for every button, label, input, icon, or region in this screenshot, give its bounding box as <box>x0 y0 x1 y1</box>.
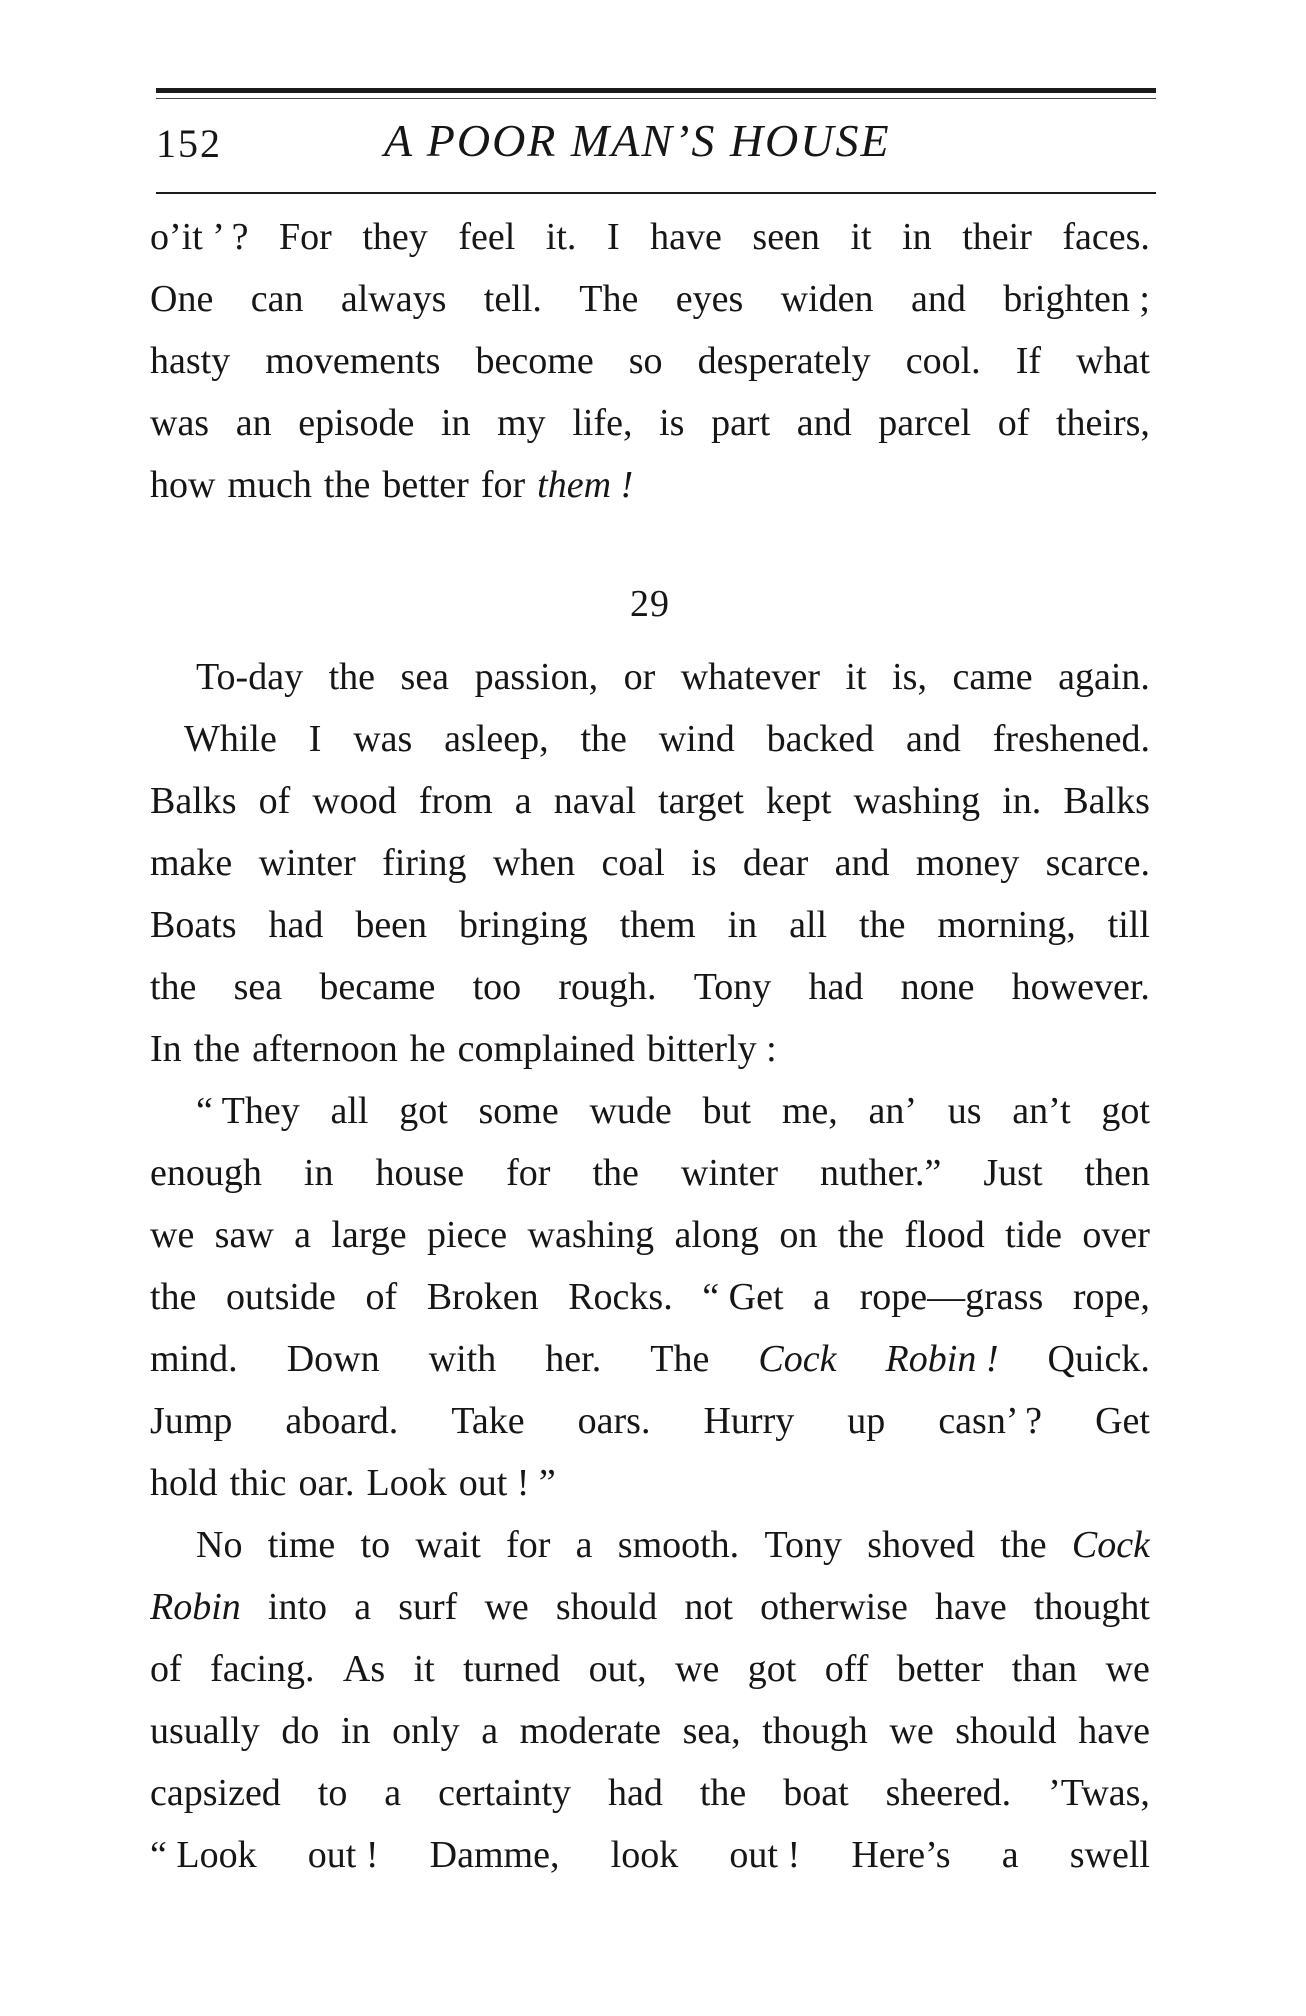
word: freshened. <box>992 718 1150 760</box>
top-rule <box>156 88 1156 93</box>
word: it <box>413 1648 435 1690</box>
page-number: 152 <box>156 121 222 166</box>
word: parcel <box>878 402 972 444</box>
word: flood <box>904 1214 985 1256</box>
word: ’Twas, <box>1048 1772 1150 1814</box>
text-line <box>150 1080 1150 1142</box>
word: and <box>796 402 852 444</box>
word: Take <box>451 1400 525 1442</box>
word: a <box>354 1586 372 1628</box>
word: bitterly : <box>646 1028 777 1070</box>
word: time <box>267 1524 336 1566</box>
word: look <box>610 1834 679 1876</box>
word: should <box>555 1586 658 1628</box>
word: cool. <box>905 340 981 382</box>
word: it. <box>545 216 577 258</box>
word: so <box>628 340 663 382</box>
word: certainty <box>438 1772 572 1814</box>
word: the <box>837 1214 885 1256</box>
word: Down <box>286 1338 380 1380</box>
word: have <box>1078 1710 1150 1752</box>
word: Just <box>983 1152 1043 1194</box>
word: their <box>962 216 1032 258</box>
word: of <box>997 402 1030 444</box>
word: till <box>1107 904 1150 946</box>
word: If <box>1015 340 1042 382</box>
word: nuther.” <box>820 1152 942 1194</box>
word: wood <box>312 780 397 822</box>
word: rope—grass <box>859 1276 1044 1318</box>
word: have <box>650 216 722 258</box>
word: got <box>399 1090 448 1132</box>
word: thought <box>1033 1586 1150 1628</box>
word: feel <box>458 216 516 258</box>
text-line <box>150 1018 1150 1080</box>
word: scarce. <box>1045 842 1150 884</box>
word: desperately <box>697 340 871 382</box>
text-line <box>150 956 1150 1018</box>
word: complained <box>457 1028 635 1070</box>
word: target <box>658 780 744 822</box>
word: got <box>747 1648 797 1690</box>
word: wude <box>589 1090 672 1132</box>
word: brighten ; <box>1003 278 1150 320</box>
word: coal <box>601 842 665 884</box>
word: hasty <box>150 340 231 382</box>
word: Robin <box>150 1586 241 1628</box>
word: of <box>365 1276 398 1318</box>
text-line <box>150 646 1150 708</box>
word: for <box>506 1524 551 1566</box>
word: I <box>606 216 620 258</box>
word: me, <box>781 1090 838 1132</box>
word: o’it ’ ? <box>150 216 249 258</box>
word: we <box>889 1710 934 1752</box>
word: and <box>834 842 890 884</box>
word: the <box>328 656 376 698</box>
word: though <box>762 1710 868 1752</box>
word: of <box>150 1648 182 1690</box>
word: for <box>506 1152 551 1194</box>
word: to <box>317 1772 348 1814</box>
word: we <box>484 1586 529 1628</box>
word: to <box>360 1524 391 1566</box>
word: an’ <box>868 1090 918 1132</box>
word: the <box>580 718 627 760</box>
word: usually <box>150 1710 260 1752</box>
word: in <box>303 1152 334 1194</box>
word: or <box>623 656 656 698</box>
text-line <box>150 1142 1150 1204</box>
word: however. <box>1011 966 1150 1008</box>
paragraph-3 <box>150 1080 1150 1514</box>
word: then <box>1084 1152 1150 1194</box>
word: out, <box>588 1648 647 1690</box>
word: sheered. <box>885 1772 1012 1814</box>
word: too <box>472 966 522 1008</box>
word: become <box>475 340 594 382</box>
word: all <box>789 904 828 946</box>
word: we <box>150 1214 195 1256</box>
paragraph-1 <box>150 206 1150 516</box>
word: Look <box>366 1462 447 1504</box>
word: widen <box>780 278 874 320</box>
word: In <box>150 1028 182 1070</box>
word: oars. <box>577 1400 651 1442</box>
word: should <box>955 1710 1057 1752</box>
word: Balks <box>150 780 237 822</box>
word: house <box>375 1152 465 1194</box>
text-line <box>150 1390 1150 1452</box>
word: over <box>1082 1214 1150 1256</box>
word: Tony <box>693 966 772 1008</box>
word: my <box>497 402 546 444</box>
word: better <box>382 464 469 506</box>
word: it <box>850 216 872 258</box>
word: piece <box>427 1214 508 1256</box>
word: a <box>384 1772 402 1814</box>
word: Jump <box>150 1400 233 1442</box>
word: the <box>1000 1524 1047 1566</box>
word: afternoon <box>252 1028 398 1070</box>
word: surf <box>398 1586 458 1628</box>
word: sea <box>233 966 283 1008</box>
text-line <box>150 268 1150 330</box>
word: For <box>279 216 332 258</box>
text-line <box>150 1452 1150 1514</box>
word: saw <box>214 1214 274 1256</box>
word: them ! <box>537 464 634 506</box>
word: had <box>808 966 864 1008</box>
word: mind. <box>150 1338 238 1380</box>
word: is <box>691 842 717 884</box>
word: and <box>906 718 961 760</box>
word: Damme, <box>429 1834 560 1876</box>
word: a <box>1001 1834 1019 1876</box>
word: I <box>308 718 322 760</box>
word: came <box>952 656 1033 698</box>
word: always <box>340 278 447 320</box>
word: Balks <box>1063 780 1150 822</box>
word: they <box>362 216 428 258</box>
word: got <box>1101 1090 1150 1132</box>
word: how <box>150 464 216 506</box>
word: faces. <box>1062 216 1150 258</box>
word: again. <box>1058 656 1150 698</box>
word: Cock <box>758 1338 837 1380</box>
word: theirs, <box>1055 402 1150 444</box>
word: eyes <box>675 278 744 320</box>
word: backed <box>766 718 875 760</box>
text-line <box>150 1700 1150 1762</box>
text-line <box>150 894 1150 956</box>
word: a <box>514 780 532 822</box>
word: money <box>915 842 1020 884</box>
word: winter <box>680 1152 778 1194</box>
word: “ Get <box>702 1276 784 1318</box>
word: than <box>1011 1648 1078 1690</box>
word: Tony <box>764 1524 843 1566</box>
word: all <box>330 1090 369 1132</box>
word: out ! ” <box>458 1462 556 1504</box>
word: boat <box>783 1772 849 1814</box>
word: and <box>910 278 966 320</box>
word: Rocks. <box>568 1276 673 1318</box>
word: morning, <box>937 904 1076 946</box>
word: Hurry <box>703 1400 795 1442</box>
word: from <box>418 780 493 822</box>
book-page <box>138 0 1156 2016</box>
word: “ Look <box>150 1834 257 1876</box>
word: moderate <box>519 1710 662 1752</box>
word: hold <box>150 1462 218 1504</box>
text-line <box>150 330 1150 392</box>
running-title: A POOR MAN’S HOUSE <box>384 115 891 166</box>
word: capsized <box>150 1772 281 1814</box>
word: the <box>699 1772 747 1814</box>
word: casn’ ? <box>938 1400 1043 1442</box>
text-line <box>150 1762 1150 1824</box>
paragraph-2 <box>150 646 1150 1080</box>
word: them <box>619 904 696 946</box>
word: on <box>779 1214 818 1256</box>
word: some <box>478 1090 559 1132</box>
word: the <box>323 464 371 506</box>
word: in. <box>1002 780 1042 822</box>
word: the <box>193 1028 241 1070</box>
word: for <box>480 464 526 506</box>
word: aboard. <box>285 1400 399 1442</box>
word: is <box>659 402 685 444</box>
word: One <box>150 278 214 320</box>
word: tide <box>1005 1214 1063 1256</box>
word: firing <box>382 842 467 884</box>
running-head <box>156 110 1156 186</box>
word: with <box>428 1338 497 1380</box>
word: been <box>355 904 428 946</box>
word: Robin ! <box>885 1338 999 1380</box>
word: an <box>235 402 272 444</box>
word: naval <box>553 780 637 822</box>
word: life, <box>572 402 633 444</box>
word: us <box>947 1090 982 1132</box>
word: The <box>579 278 639 320</box>
word: Here’s <box>851 1834 951 1876</box>
word: outside <box>226 1276 336 1318</box>
word: the <box>150 1276 197 1318</box>
word: not <box>684 1586 733 1628</box>
text-line <box>150 1514 1150 1576</box>
text-line <box>150 1204 1150 1266</box>
word: winter <box>258 842 356 884</box>
word: we <box>1105 1648 1150 1690</box>
text-line <box>150 454 1150 516</box>
word: passion, <box>474 656 599 698</box>
word: off <box>824 1648 869 1690</box>
header-rule <box>156 192 1156 194</box>
word: out ! <box>729 1834 801 1876</box>
text-line <box>150 832 1150 894</box>
word: a <box>481 1710 499 1752</box>
word: make <box>150 842 233 884</box>
word: the <box>859 904 906 946</box>
word: tell. <box>483 278 542 320</box>
text-line <box>150 392 1150 454</box>
word: wind <box>658 718 735 760</box>
word: No <box>196 1524 243 1566</box>
word: in <box>902 216 932 258</box>
word: washing <box>527 1214 655 1256</box>
word: we <box>675 1648 720 1690</box>
word: better <box>896 1648 984 1690</box>
word: into <box>267 1586 328 1628</box>
word: sea <box>400 656 450 698</box>
paragraph-4 <box>150 1514 1150 1886</box>
word: As <box>342 1648 386 1690</box>
word: can <box>250 278 304 320</box>
word: Cock <box>1071 1524 1150 1566</box>
word: none <box>900 966 975 1008</box>
word: The <box>650 1338 710 1380</box>
word: an’t <box>1012 1090 1071 1132</box>
word: otherwise <box>760 1586 908 1628</box>
body-text <box>150 206 1150 1886</box>
word: a <box>294 1214 312 1256</box>
word: he <box>409 1028 446 1070</box>
word: Get <box>1095 1400 1150 1442</box>
word: thic <box>229 1462 287 1504</box>
text-line <box>150 708 1150 770</box>
word: part <box>711 402 771 444</box>
word: rope, <box>1072 1276 1150 1318</box>
word: wait <box>415 1524 481 1566</box>
word: much <box>227 464 312 506</box>
word: a <box>575 1524 593 1566</box>
word: facing. <box>210 1648 315 1690</box>
word: was <box>353 718 413 760</box>
word: the <box>592 1152 639 1194</box>
word: do <box>281 1710 320 1752</box>
word: washing <box>853 780 981 822</box>
word: Quick. <box>1047 1338 1150 1380</box>
word: oar. <box>298 1462 355 1504</box>
word: turned <box>463 1648 561 1690</box>
word: episode <box>298 402 415 444</box>
word: kept <box>765 780 832 822</box>
word: a <box>813 1276 831 1318</box>
word: up <box>847 1400 886 1442</box>
word: only <box>392 1710 460 1752</box>
text-line <box>150 206 1150 268</box>
word: had <box>268 904 324 946</box>
word: whatever <box>680 656 820 698</box>
word: bringing <box>458 904 588 946</box>
word: it <box>845 656 867 698</box>
word: became <box>319 966 436 1008</box>
word: out ! <box>307 1834 379 1876</box>
word: in <box>727 904 758 946</box>
word: but <box>702 1090 752 1132</box>
word: enough <box>150 1152 262 1194</box>
word: asleep, <box>444 718 549 760</box>
word: large <box>331 1214 407 1256</box>
text-line <box>150 1576 1150 1638</box>
word: of <box>258 780 291 822</box>
word: in <box>340 1710 371 1752</box>
word: While <box>184 718 277 760</box>
word: what <box>1076 340 1150 382</box>
word: “ They <box>196 1090 300 1132</box>
word: swell <box>1069 1834 1150 1876</box>
word: her. <box>545 1338 602 1380</box>
word: rough. <box>558 966 657 1008</box>
word: in <box>440 402 471 444</box>
word: To-day <box>196 656 304 698</box>
word: when <box>492 842 576 884</box>
text-line <box>150 1328 1150 1390</box>
word: Boats <box>150 904 237 946</box>
word: along <box>674 1214 759 1256</box>
text-line <box>150 1824 1150 1886</box>
section-number: 29 <box>630 583 670 625</box>
word: smooth. <box>617 1524 740 1566</box>
word: is, <box>892 656 927 698</box>
word: have <box>934 1586 1007 1628</box>
word: the <box>150 966 197 1008</box>
text-line <box>150 1266 1150 1328</box>
word: seen <box>752 216 820 258</box>
text-line <box>150 770 1150 832</box>
word: sea, <box>682 1710 741 1752</box>
top-rule-thin <box>156 98 1156 99</box>
text-line <box>150 1638 1150 1700</box>
word: shoved <box>867 1524 975 1566</box>
word: had <box>608 1772 663 1814</box>
word: Broken <box>426 1276 539 1318</box>
word: dear <box>742 842 809 884</box>
word: movements <box>265 340 441 382</box>
word: was <box>150 402 210 444</box>
